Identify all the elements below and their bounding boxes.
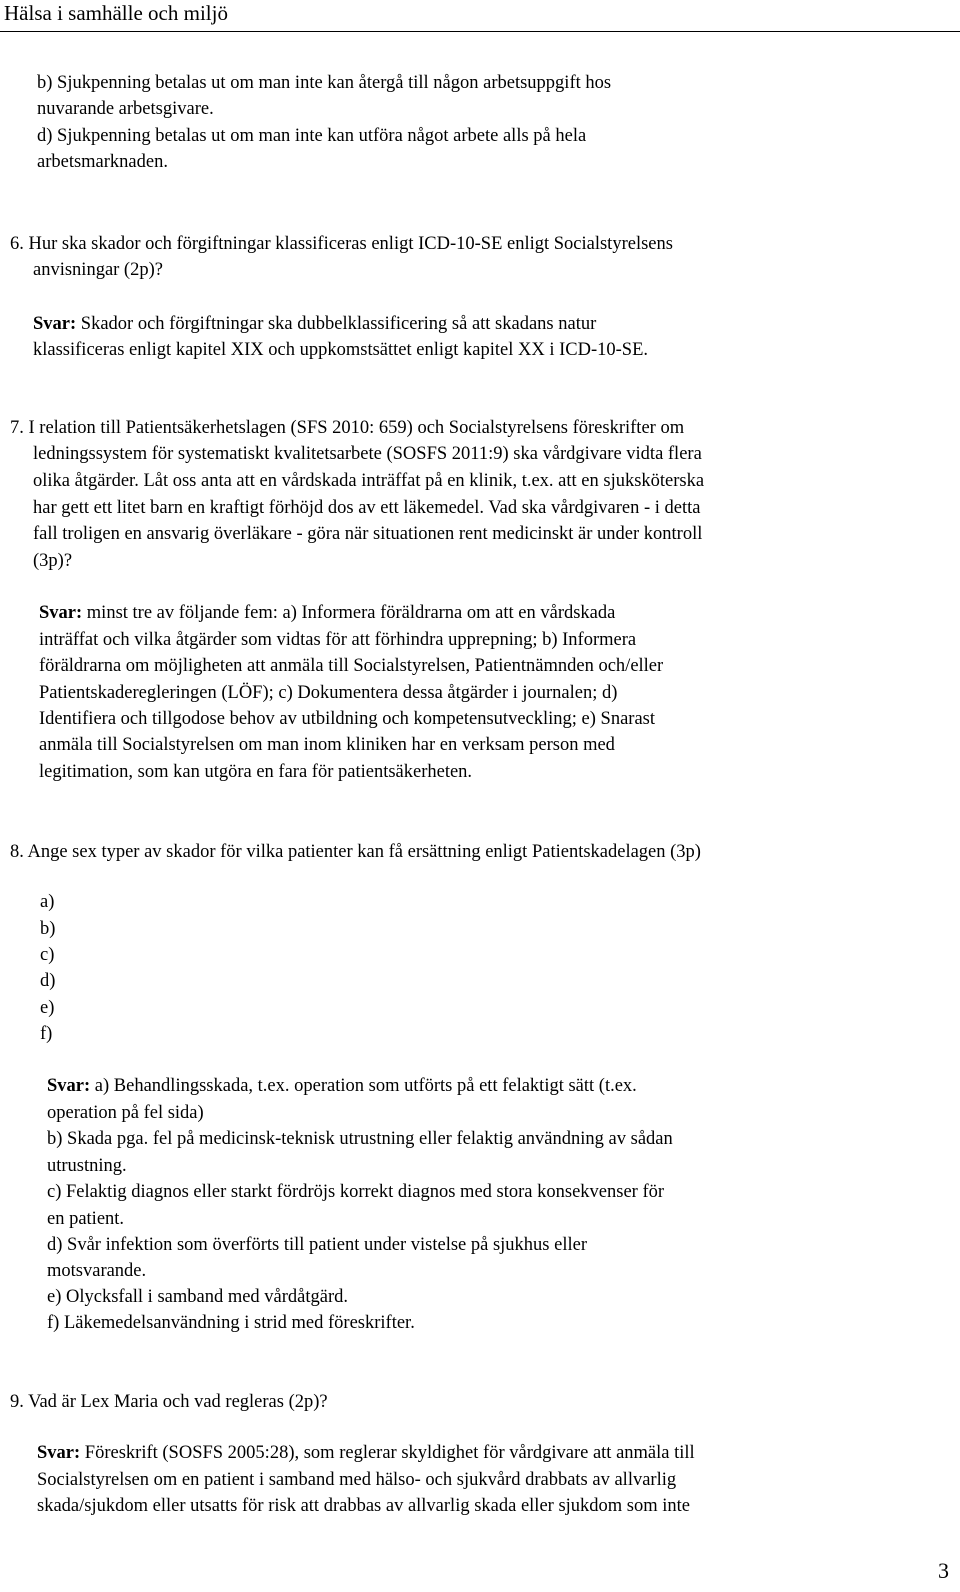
q7-question-line-3: olika åtgärder. Låt oss anta att en vårdskada inträffat på en klinik, t.ex. att en sjuksköterska — [33, 471, 705, 491]
q8-answer-line-9: e) Olycksfall i samband med vårdåtgärd. — [47, 1287, 349, 1307]
q8-blank-c: c) — [40, 945, 55, 965]
q5-line-3: d) Sjukpenning betalas ut om man inte kan utföra något arbete alls på hela — [37, 126, 587, 146]
answer-label: Svar: — [39, 603, 83, 623]
q7-answer-line-6: anmäla till Socialstyrelsen om man inom kliniken har en verksam person med — [39, 735, 615, 755]
q8-blank-a: a) — [40, 892, 55, 912]
q7-question-line-5: fall troligen en ansvarig överläkare - göra när situationen rent medicinskt är under kontroll — [33, 524, 703, 544]
q8-question-line-1: 8. Ange sex typer av skador för vilka patienter kan få ersättning enligt Patientskadelagen (3p) — [10, 842, 701, 862]
q8-answer-line-10: f) Läkemedelsanvändning i strid med föreskrifter. — [47, 1313, 415, 1333]
q9-answer-line-3: skada/sjukdom eller utsatts för risk att drabbas av allvarlig skada eller sjukdom som inte — [37, 1496, 691, 1516]
answer-label: Svar: — [33, 314, 77, 334]
q8-answer-line-4: utrustning. — [47, 1156, 127, 1176]
q6-question-line-2: anvisningar (2p)? — [33, 260, 163, 280]
q7-question-line-2: ledningssystem för systematiskt kvalitetsarbete (SOSFS 2011:9) ska vårdgivare vidta flera — [33, 444, 702, 464]
q8-answer-line-7: d) Svår infektion som överförts till patient under vistelse på sjukhus eller — [47, 1235, 587, 1255]
q8-answer-line-8: motsvarande. — [47, 1261, 147, 1281]
q7-question-line-4: har gett ett litet barn en kraftigt förhöjd dos av ett läkemedel. Vad ska vårdgivaren - i detta — [33, 498, 701, 518]
q6-answer-line-1: Svar: Skador och förgiftningar ska dubbelklassificering så att skadans natur — [33, 314, 597, 334]
q8-answer-line-6: en patient. — [47, 1209, 125, 1229]
q7-question-line-6: (3p)? — [33, 551, 73, 571]
q8-answer-line-2: operation på fel sida) — [47, 1103, 204, 1123]
q9-question-line-1: 9. Vad är Lex Maria och vad regleras (2p)? — [10, 1392, 328, 1412]
q8-blank-e: e) — [40, 998, 55, 1018]
q9-answer-line-1: Svar: Föreskrift (SOSFS 2005:28), som reglerar skyldighet för vårdgivare att anmäla till — [37, 1443, 695, 1463]
q8-blank-d: d) — [40, 971, 56, 991]
q7-answer-line-7: legitimation, som kan utgöra en fara för patientsäkerheten. — [39, 762, 473, 782]
q8-answer-line-3: b) Skada pga. fel på medicinsk-teknisk utrustning eller felaktig användning av sådan — [47, 1129, 673, 1149]
header-title: Hälsa i samhälle och miljö — [4, 1, 228, 25]
q8-blank-b: b) — [40, 919, 56, 939]
q7-answer-line-2: inträffat och vilka åtgärder som vidtas för att förhindra upprepning; b) Informera — [39, 630, 637, 650]
page-header — [0, 0, 960, 32]
q7-answer-line-3: föräldrarna om möjligheten att anmäla till Socialstyrelsen, Patientnämnden och/eller — [39, 656, 664, 676]
page-number: 3 — [938, 1558, 949, 1583]
q5-line-2: nuvarande arbetsgivare. — [37, 99, 214, 119]
q8-blank-f: f) — [40, 1024, 53, 1044]
answer-label: Svar: — [37, 1443, 81, 1463]
q7-answer-line-1: Svar: minst tre av följande fem: a) Informera föräldrarna om att en vårdskada — [39, 603, 616, 623]
q6-question-line-1: 6. Hur ska skador och förgiftningar klassificeras enligt ICD-10-SE enligt Socialstyrelsens — [10, 234, 673, 254]
q5-line-4: arbetsmarknaden. — [37, 152, 168, 172]
q7-question-line-1: 7. I relation till Patientsäkerhetslagen (SFS 2010: 659) och Socialstyrelsens föreskrifter om — [10, 418, 685, 438]
q8-answer-line-5: c) Felaktig diagnos eller starkt fördröjs korrekt diagnos med stora konsekvenser för — [47, 1182, 665, 1202]
q9-answer-line-2: Socialstyrelsen om en patient i samband med hälso- och sjukvård drabbats av allvarlig — [37, 1470, 677, 1490]
q6-answer-line-2: klassificeras enligt kapitel XIX och uppkomstsättet enligt kapitel XX i ICD-10-SE. — [33, 340, 648, 360]
q5-line-1: b) Sjukpenning betalas ut om man inte kan återgå till någon arbetsuppgift hos — [37, 73, 612, 93]
q7-answer-line-5: Identifiera och tillgodose behov av utbildning och kompetensutveckling; e) Snarast — [39, 709, 656, 729]
q8-answer-line-1: Svar: a) Behandlingsskada, t.ex. operation som utförts på ett felaktigt sätt (t.ex. — [47, 1076, 637, 1096]
q7-answer-line-4: Patientskaderegleringen (LÖF); c) Dokumentera dessa åtgärder i journalen; d) — [39, 683, 618, 703]
answer-label: Svar: — [47, 1076, 91, 1096]
